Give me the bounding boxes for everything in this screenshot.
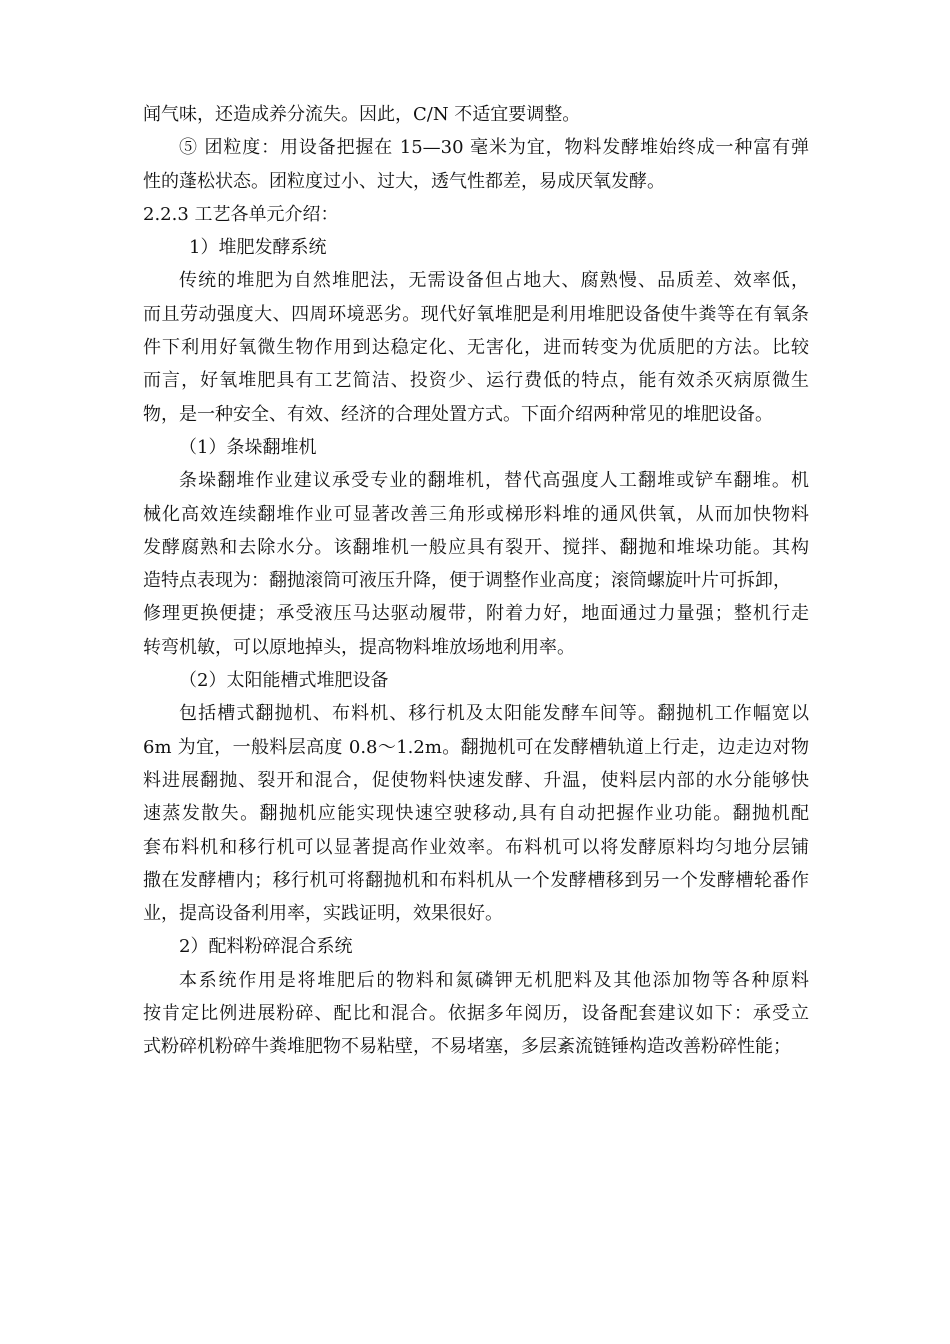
text-line: 而言，好氧堆肥具有工艺简洁、投资少、运行费低的特点，能有效杀灭病原微生 xyxy=(143,370,809,392)
item-heading: （2）太阳能槽式堆肥设备 xyxy=(179,670,389,692)
section-heading: 2.2.3 工艺各单元介绍： xyxy=(143,203,339,225)
subsection-heading: 2）配料粉碎混合系统 xyxy=(179,936,353,958)
text-line: 撒在发酵槽内；移行机可将翻抛机和布料机从一个发酵槽移到另一个发酵槽轮番作 xyxy=(143,869,809,891)
text-line: 械化高效连续翻堆作业可显著改善三角形或梯形料堆的通风供氧，从而加快物料 xyxy=(143,503,809,525)
text-line: ⑤ 团粒度：用设备把握在 15—30 毫米为宜，物料发酵堆始终成一种富有弹 xyxy=(179,137,809,159)
text-line: 造特点表现为：翻抛滚筒可液压升降，便于调整作业高度；滚筒螺旋叶片可拆卸， xyxy=(143,570,791,592)
text-line: 发酵腐熟和去除水分。该翻堆机一般应具有裂开、搅拌、翻抛和堆垛功能。其构 xyxy=(143,536,809,558)
text-line: 传统的堆肥为自然堆肥法，无需设备但占地大、腐熟慢、品质差、效率低， xyxy=(179,270,809,292)
text-line: 闻气味，还造成养分流失。因此，C/N 不适宜要调整。 xyxy=(143,104,581,125)
text-line: 件下利用好氧微生物作用到达稳定化、无害化，进而转变为优质肥的方法。比较 xyxy=(143,337,809,359)
item-heading: （1）条垛翻堆机 xyxy=(179,436,317,458)
text-line: 业，提高设备利用率，实践证明，效果很好。 xyxy=(143,903,503,925)
text-line: 而且劳动强度大、四周环境恶劣。现代好氧堆肥是利用堆肥设备使牛粪等在有氧条 xyxy=(143,303,809,325)
text-line: 条垛翻堆作业建议承受专业的翻堆机，替代高强度人工翻堆或铲车翻堆。机 xyxy=(179,470,809,492)
subsection-heading: 1）堆肥发酵系统 xyxy=(189,237,327,259)
text-line: 本系统作用是将堆肥后的物料和氮磷钾无机肥料及其他添加物等各种原料 xyxy=(179,969,809,991)
document-body xyxy=(143,98,809,1064)
text-line: 式粉碎机粉碎牛粪堆肥物不易粘壁，不易堵塞，多层紊流链锤构造改善粉碎性能； xyxy=(143,1036,791,1058)
text-line: 转弯机敏，可以原地掉头，提高物料堆放场地利用率。 xyxy=(143,636,575,658)
text-line: 包括槽式翻抛机、布料机、移行机及太阳能发酵车间等。翻抛机工作幅宽以 xyxy=(179,703,809,725)
text-line: 速蒸发散失。翻抛机应能实现快速空驶移动,具有自动把握作业功能。翻抛机配 xyxy=(143,803,809,825)
text-line: 物，是一种安全、有效、经济的合理处置方式。下面介绍两种常见的堆肥设备。 xyxy=(143,403,773,425)
text-line: 6m 为宜，一般料层高度 0.8～1.2m。翻抛机可在发酵槽轨道上行走，边走边对物 xyxy=(143,736,809,758)
text-line: 修理更换便捷；承受液压马达驱动履带，附着力好，地面通过力量强；整机行走 xyxy=(143,603,809,625)
text-line: 料进展翻抛、裂开和混合，促使物料快速发酵、升温，使料层内部的水分能够快 xyxy=(143,769,809,791)
text-line: 套布料机和移行机可以显著提高作业效率。布料机可以将发酵原料均匀地分层铺 xyxy=(143,836,809,858)
text-line: 性的蓬松状态。团粒度过小、过大，透气性都差，易成厌氧发酵。 xyxy=(143,170,665,192)
text-line: 按肯定比例进展粉碎、配比和混合。依据多年阅历，设备配套建议如下：承受立 xyxy=(143,1003,809,1025)
